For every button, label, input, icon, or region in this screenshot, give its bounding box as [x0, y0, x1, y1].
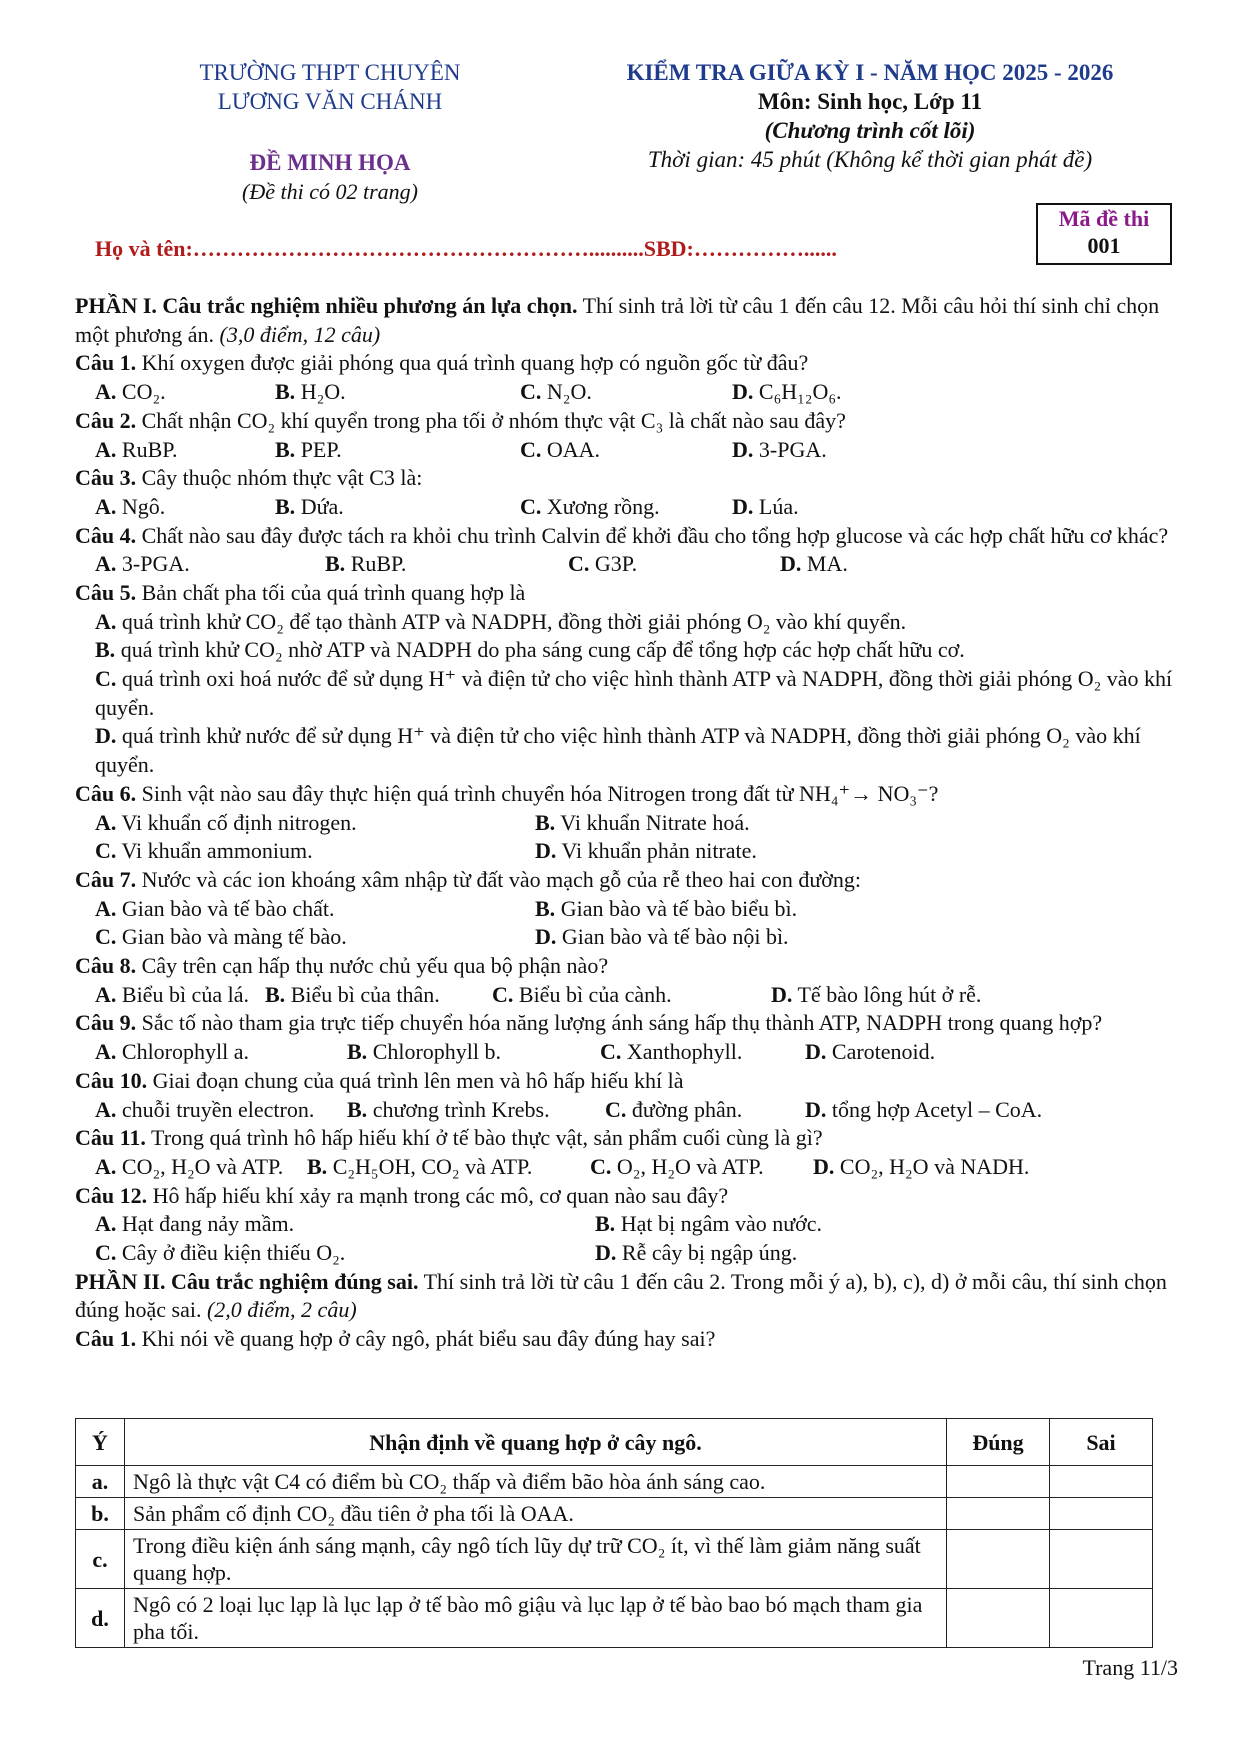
answer-option[interactable] [492, 981, 672, 1010]
option-text: Chlorophyll a. [116, 1039, 249, 1065]
answer-option[interactable] [95, 1210, 294, 1239]
row-statement: Sản phẩm cố định CO₂ đầu tiên ở pha tối là OAA. [125, 1498, 947, 1530]
option-text: quá trình khử CO₂ để tạo thành ATP và NADPH, đồng thời giải phóng O₂ vào khí quyển. [116, 608, 907, 634]
question-text: Hô hấp hiếu khí xảy ra mạnh trong các mô, cơ quan nào sau đây? [147, 1182, 729, 1208]
option-text: chương trình Krebs. [367, 1096, 550, 1122]
true-cell[interactable] [947, 1589, 1050, 1648]
answer-option[interactable] [265, 981, 440, 1010]
exam-subject: Môn: Sinh học, Lớp 11 [757, 89, 983, 114]
option-text: Xương rồng. [541, 493, 660, 519]
demo-block [150, 148, 510, 206]
answer-option[interactable] [95, 436, 178, 465]
option-text: CO₂, H₂O và ATP. [116, 1153, 284, 1179]
option-letter: B. [265, 981, 286, 1007]
option-letter: D. [732, 493, 754, 519]
question-stem [75, 407, 1185, 436]
question-text: Chất nhận CO₂ khí quyển trong pha tối ở nhóm thực vật C₃ là chất nào sau đây? [136, 407, 846, 433]
question-label: Câu 2. [75, 407, 137, 433]
true-cell[interactable] [947, 1466, 1050, 1498]
option-row [75, 981, 1185, 1010]
part2-q1-label: Câu 1. [75, 1326, 137, 1352]
answer-option[interactable] [805, 1038, 935, 1067]
option-text: Gian bào và tế bào chất. [116, 895, 335, 921]
option-letter: D. [732, 436, 754, 462]
option-letter: D. [595, 1240, 617, 1265]
part2-intro [75, 1268, 1185, 1325]
option-letter: B. [535, 895, 556, 921]
option-text: PEP. [295, 436, 342, 462]
option-letter: C. [95, 666, 117, 692]
school-line1: TRƯỜNG THPT CHUYÊN [199, 60, 461, 85]
option-letter: C. [520, 493, 542, 519]
question-label: Câu 12. [75, 1182, 148, 1208]
option-letter: C. [600, 1039, 622, 1065]
option-letter: A. [95, 379, 117, 405]
part1-instructions: Thí sinh trả lời từ câu 1 đến câu 12. Mỗi câu hỏi thí sinh chỉ chọn một phương án. [75, 293, 1160, 347]
option-letter: D. [813, 1153, 835, 1179]
option-letter: C. [95, 924, 117, 950]
answer-option[interactable] [95, 378, 166, 407]
row-key: b. [76, 1498, 125, 1530]
answer-option[interactable] [325, 550, 406, 579]
part2-title: PHẦN II. Câu trắc nghiệm đúng sai. [75, 1268, 419, 1294]
option-letter: D. [732, 379, 754, 405]
answer-option[interactable] [520, 378, 592, 407]
option-text: Carotenoid. [826, 1039, 936, 1065]
exam-program: (Chương trình cốt lõi) [764, 118, 976, 143]
option-letter: D. [805, 1096, 827, 1122]
question-stem [75, 952, 1185, 981]
option-text: Vi khuẩn Nitrate hoá. [555, 809, 750, 835]
option-text: Xanthophyll. [621, 1039, 743, 1065]
part1-intro [75, 292, 1185, 349]
question-label: Câu 5. [75, 579, 137, 605]
question-text: Nước và các ion khoáng xâm nhập từ đất vào mạch gỗ của rễ theo hai con đường: [136, 866, 862, 892]
option-text: RuBP. [345, 551, 407, 577]
answer-option[interactable] [95, 1153, 283, 1182]
answer-option[interactable] [307, 1153, 532, 1182]
option-letter: D. [780, 551, 802, 577]
table-row [76, 1466, 1153, 1498]
option-row [75, 436, 1185, 465]
answer-option[interactable] [595, 1210, 822, 1239]
option-letter: A. [95, 493, 117, 519]
true-false-table [75, 1418, 1153, 1648]
option-letter: C. [568, 551, 590, 577]
question-text: Cây trên cạn hấp thụ nước chủ yếu qua bộ phận nào? [136, 953, 609, 979]
question-stem [75, 349, 1185, 378]
answer-option[interactable] [771, 981, 981, 1010]
option-text: Cây ở điều kiện thiếu O₂. [116, 1240, 346, 1265]
question-label: Câu 8. [75, 953, 137, 979]
table-row [76, 1498, 1153, 1530]
answer-option[interactable] [95, 895, 334, 924]
option-text: C₆H₁₂O₆. [753, 379, 842, 405]
option-text: Biểu bì của lá. [116, 981, 249, 1007]
question-label: Câu 6. [75, 780, 137, 806]
answer-option[interactable] [535, 809, 750, 838]
part2-q1-text: Khi nói về quang hợp ở cây ngô, phát biểu sau đây đúng hay sai? [136, 1326, 716, 1352]
option-text: Biểu bì của cành. [513, 981, 672, 1007]
option-letter: A. [95, 436, 117, 462]
row-key: d. [76, 1589, 125, 1648]
question-text: Sắc tố nào tham gia trực tiếp chuyển hóa năng lượng ánh sáng hấp thụ thành ATP, NADPH trong quang hợp? [136, 1010, 1103, 1036]
option-line [95, 636, 1185, 665]
answer-option[interactable] [95, 637, 965, 662]
option-letter: C. [520, 379, 542, 405]
option-text: Hạt bị ngâm vào nước. [615, 1211, 823, 1237]
option-text: 3-PGA. [753, 436, 827, 462]
option-letter: A. [95, 551, 117, 577]
option-text: Ngô. [116, 493, 166, 519]
option-letter: C. [590, 1153, 612, 1179]
option-text: MA. [801, 551, 848, 577]
answer-option[interactable] [95, 609, 906, 634]
part2-instructions: Thí sinh trả lời từ câu 1 đến câu 2. Trong mỗi ý a), b), c), d) ở mỗi câu, thí sinh chọn đúng hoặc sai. [75, 1268, 1167, 1323]
option-letter: B. [325, 551, 346, 577]
option-letter: A. [95, 1096, 117, 1122]
option-letter: B. [535, 809, 556, 835]
question-label: Câu 4. [75, 522, 137, 548]
option-text: quá trình oxi hoá nước để sử dụng H⁺ và điện tử cho việc hình thành ATP và NADPH, đồng thời giải phóng O₂ vào khí quyển. [95, 666, 1173, 720]
option-text: C₂H₅OH, CO₂ và ATP. [327, 1153, 533, 1179]
option-letter: C. [492, 981, 514, 1007]
option-letter: B. [275, 493, 296, 519]
table-body [76, 1466, 1153, 1648]
table-row [76, 1530, 1153, 1589]
option-text: G3P. [589, 551, 638, 577]
option-row [75, 923, 1185, 952]
false-cell[interactable] [1050, 1589, 1153, 1648]
row-statement: Ngô có 2 loại lục lạp là lục lạp ở tế bào mô giậu và lục lạp ở tế bào bao bó mạch tham gia pha tối. [125, 1589, 947, 1648]
option-text: OAA. [541, 436, 601, 462]
name-sbd-row: Họ và tên:………………………………………………..........SBD:……………...... [95, 236, 837, 261]
option-row [75, 550, 1185, 579]
option-letter: A. [95, 608, 117, 634]
exam-title: KIỂM TRA GIỮA KỲ I - NĂM HỌC 2025 - 2026 [626, 60, 1114, 85]
true-cell[interactable] [947, 1530, 1050, 1589]
question-text: Sinh vật nào sau đây thực hiện quá trình chuyển hóa Nitrogen trong đất từ NH₄⁺→ NO₃⁻? [136, 780, 939, 806]
option-letter: A. [95, 1153, 117, 1179]
answer-option[interactable] [732, 378, 842, 407]
option-line [95, 608, 1185, 637]
option-row [75, 837, 1185, 866]
question-stem [75, 780, 1185, 809]
question-text: Khí oxygen được giải phóng qua quá trình quang hợp có nguồn gốc từ đâu? [136, 350, 809, 376]
option-row [75, 493, 1185, 522]
option-text: Gian bào và tế bào nội bì. [556, 924, 789, 950]
option-text: Rễ cây bị ngập úng. [616, 1240, 798, 1265]
option-row [75, 1096, 1185, 1125]
question-label: Câu 10. [75, 1067, 148, 1093]
question-stem [75, 1124, 1185, 1153]
answer-option[interactable] [605, 1096, 742, 1125]
exam-time: Thời gian: 45 phút (Không kể thời gian phát đề) [647, 147, 1093, 172]
answer-option[interactable] [95, 493, 165, 522]
answer-option[interactable] [780, 550, 848, 579]
option-letter: A. [95, 895, 117, 921]
part1-title: PHẦN I. Câu trắc nghiệm nhiều phương án lựa chọn. [75, 293, 578, 318]
school-header [150, 58, 510, 116]
option-row [75, 1239, 1185, 1268]
question-text: Bản chất pha tối của quá trình quang hợp là [136, 579, 526, 605]
part2-score: (2,0 điểm, 2 câu) [201, 1297, 357, 1323]
answer-option[interactable] [568, 550, 637, 579]
answer-option[interactable] [95, 1096, 314, 1125]
option-row [75, 895, 1185, 924]
table-row [76, 1589, 1153, 1648]
row-statement: Ngô là thực vật C4 có điểm bù CO₂ thấp và điểm bão hòa ánh sáng cao. [125, 1466, 947, 1498]
part1-score: (3,0 điểm, 12 câu) [214, 321, 381, 347]
option-text: 3-PGA. [116, 551, 190, 577]
option-text: CO₂, H₂O và NADH. [834, 1153, 1030, 1179]
answer-option[interactable] [595, 1239, 797, 1268]
option-text: Gian bào và tế bào biểu bì. [555, 895, 798, 921]
option-letter: A. [95, 1211, 117, 1237]
answer-option[interactable] [347, 1038, 501, 1067]
answer-option[interactable] [95, 723, 1141, 777]
false-cell[interactable] [1050, 1498, 1153, 1530]
answer-option[interactable] [590, 1153, 764, 1182]
option-text: Lúa. [753, 493, 799, 519]
option-letter: B. [307, 1153, 328, 1179]
option-text: RuBP. [116, 436, 178, 462]
option-letter: D. [805, 1039, 827, 1065]
option-text: Vi khuẩn ammonium. [116, 838, 313, 864]
option-letter: B. [595, 1211, 616, 1237]
option-letter: A. [95, 981, 117, 1007]
option-text: quá trình khử CO₂ nhờ ATP và NADPH do pha sáng cung cấp để tổng hợp các hợp chất hữu cơ. [115, 637, 965, 663]
answer-option[interactable] [275, 436, 342, 465]
question-text: Giai đoạn chung của quá trình lên men và hô hấp hiếu khí là [147, 1067, 684, 1093]
question-stem [75, 464, 1185, 493]
option-letter: B. [275, 436, 296, 462]
answer-option[interactable] [732, 436, 827, 465]
answer-option[interactable] [95, 981, 249, 1010]
option-text: đường phân. [626, 1096, 743, 1122]
question-text: Cây thuộc nhóm thực vật C3 là: [136, 465, 423, 491]
option-text: tổng hợp Acetyl – CoA. [826, 1096, 1043, 1122]
part2-question1 [75, 1325, 1185, 1354]
option-letter: C. [520, 436, 542, 462]
option-text: quá trình khử nước để sử dụng H⁺ và điện tử cho việc hình thành ATP và NADPH, đồng thời giải phóng O₂ vào khí quyển. [95, 723, 1141, 778]
answer-option[interactable] [347, 1096, 550, 1125]
question-stem [75, 522, 1185, 551]
answer-option[interactable] [275, 493, 344, 522]
question-stem [75, 579, 1185, 608]
answer-option[interactable] [805, 1096, 1042, 1125]
option-text: Chlorophyll b. [367, 1039, 502, 1065]
option-text: Tế bào lông hút ở rễ. [792, 981, 982, 1007]
question-label: Câu 3. [75, 465, 137, 491]
col-true: Đúng [947, 1419, 1050, 1466]
school-line2: LƯƠNG VĂN CHÁNH [217, 89, 443, 114]
answer-option[interactable] [732, 493, 799, 522]
answer-option[interactable] [535, 837, 757, 866]
exam-body [75, 292, 1185, 1354]
answer-option[interactable] [520, 436, 600, 465]
exam-code-box [1036, 203, 1172, 265]
option-text: N₂O. [541, 379, 592, 405]
exam-code-value: 001 [1087, 233, 1121, 258]
option-text: Hạt đang nảy mầm. [116, 1211, 295, 1237]
option-line [95, 665, 1185, 722]
option-letter: A. [95, 809, 117, 835]
question-stem [75, 1009, 1185, 1038]
col-false: Sai [1050, 1419, 1153, 1466]
answer-option[interactable] [95, 809, 357, 838]
exam-header [590, 58, 1150, 174]
exam-code-label: Mã đề thi [1058, 206, 1150, 231]
question-text: Chất nào sau đây được tách ra khỏi chu trình Calvin để khởi đầu cho tổng hợp glucose và các hợp chất hữu cơ khác? [136, 522, 1169, 548]
option-letter: D. [535, 838, 557, 864]
answer-option[interactable] [275, 378, 346, 407]
row-key: c. [76, 1530, 125, 1589]
answer-option[interactable] [520, 493, 660, 522]
option-letter: D. [95, 723, 117, 749]
option-row [75, 809, 1185, 838]
answer-option[interactable] [813, 1153, 1029, 1182]
option-row [75, 1038, 1185, 1067]
question-label: Câu 1. [75, 350, 137, 376]
col-y: Ý [76, 1419, 125, 1466]
answer-option[interactable] [95, 837, 313, 866]
option-text: Vi khuẩn phản nitrate. [556, 838, 757, 864]
option-text: chuỗi truyền electron. [116, 1096, 315, 1122]
page-number: Trang 11/3 [1082, 1655, 1178, 1680]
answer-option[interactable] [535, 923, 789, 952]
option-letter: B. [275, 379, 296, 405]
option-letter: C. [95, 838, 117, 864]
answer-option[interactable] [95, 1239, 345, 1268]
question-text: Trong quá trình hô hấp hiếu khí ở tế bào thực vật, sản phẩm cuối cùng là gì? [145, 1125, 823, 1151]
option-text: Gian bào và màng tế bào. [116, 924, 347, 950]
option-text: CO₂. [116, 379, 166, 405]
answer-option[interactable] [95, 666, 1172, 720]
question-label: Câu 7. [75, 866, 137, 892]
option-letter: C. [95, 1240, 117, 1265]
question-stem [75, 866, 1185, 895]
question-stem [75, 1067, 1185, 1096]
row-key: a. [76, 1466, 125, 1498]
option-letter: D. [771, 981, 793, 1007]
option-letter: B. [347, 1096, 368, 1122]
option-row [75, 378, 1185, 407]
option-letter: B. [347, 1039, 368, 1065]
row-statement: Trong điều kiện ánh sáng mạnh, cây ngô tích lũy dự trữ CO₂ ít, vì thế làm giảm năng suất quang hợp. [125, 1530, 947, 1589]
answer-option[interactable] [95, 923, 347, 952]
false-cell[interactable] [1050, 1466, 1153, 1498]
false-cell[interactable] [1050, 1530, 1153, 1589]
option-letter: A. [95, 1039, 117, 1065]
option-text: Dứa. [295, 493, 344, 519]
answer-option[interactable] [600, 1038, 742, 1067]
option-letter: C. [605, 1096, 627, 1122]
option-letter: D. [535, 924, 557, 950]
option-text: H₂O. [295, 379, 346, 405]
option-text: O₂, H₂O và ATP. [611, 1153, 764, 1179]
pages-note: (Đề thi có 02 trang) [242, 179, 418, 204]
answer-option[interactable] [535, 895, 797, 924]
answer-option[interactable] [95, 550, 190, 579]
true-cell[interactable] [947, 1498, 1050, 1530]
option-row [75, 1153, 1185, 1182]
demo-label: ĐỀ MINH HỌA [249, 150, 411, 175]
option-letter: B. [95, 637, 116, 663]
answer-option[interactable] [95, 1038, 249, 1067]
option-row [75, 1210, 1185, 1239]
question-stem [75, 1182, 1185, 1211]
question-label: Câu 11. [75, 1125, 146, 1151]
col-statement: Nhận định về quang hợp ở cây ngô. [125, 1419, 947, 1466]
option-text: Vi khuẩn cố định nitrogen. [116, 809, 357, 835]
table-header-row [76, 1419, 1153, 1466]
question-list [75, 349, 1185, 1267]
question-label: Câu 9. [75, 1010, 137, 1036]
option-text: Biểu bì của thân. [285, 981, 440, 1007]
option-line [95, 722, 1185, 779]
